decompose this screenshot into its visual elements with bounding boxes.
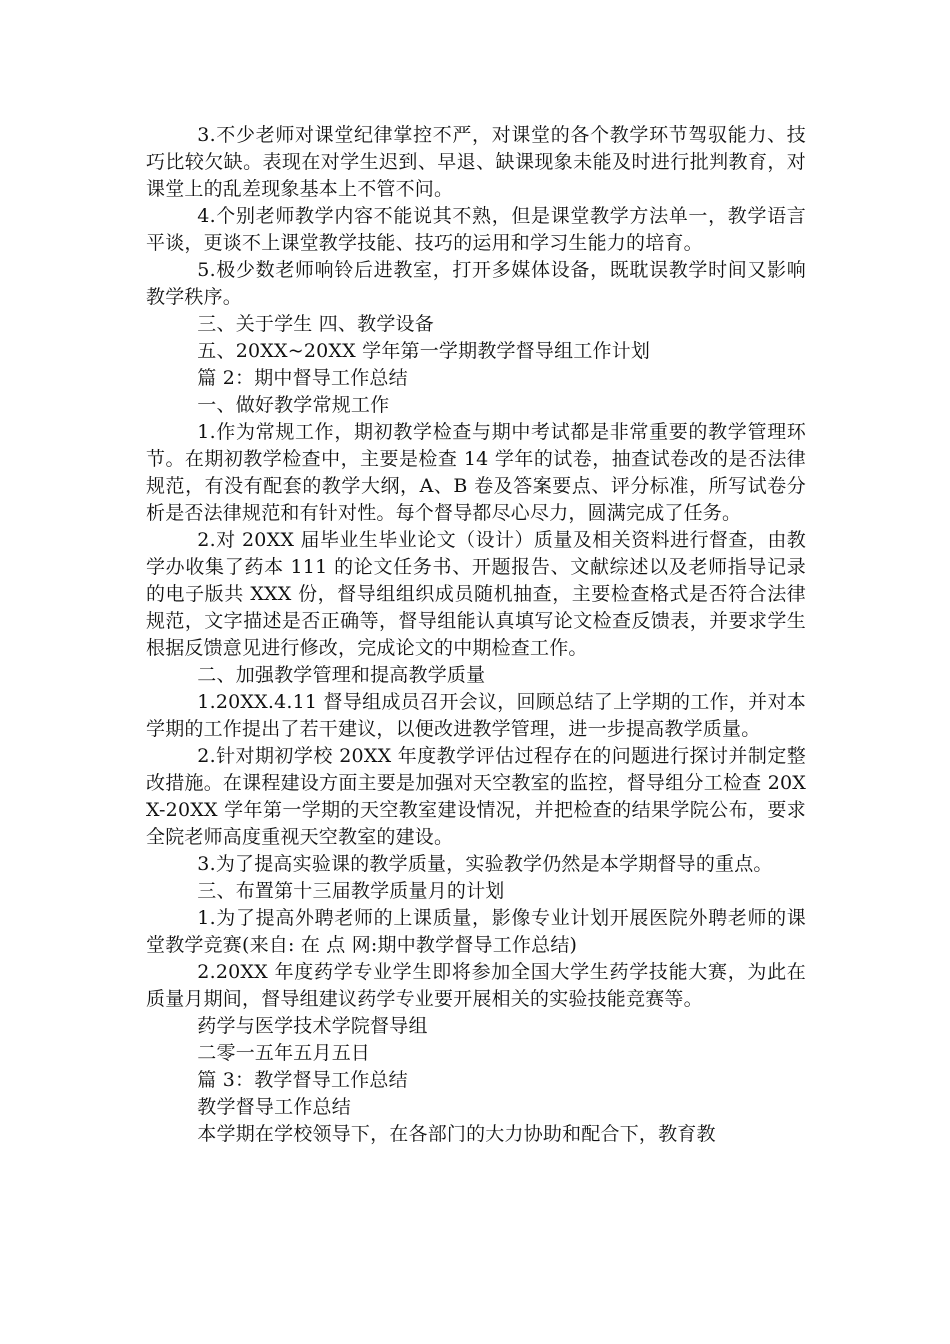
section-heading-work-plan: 五、20XX~20XX 学年第一学期教学督导组工作计划 <box>197 340 651 362</box>
article-heading-part-2: 篇 2：期中督导工作总结 <box>197 367 408 389</box>
article-heading-part-3: 篇 3：教学督导工作总结 <box>197 1069 408 1091</box>
paragraph-routine-work-2: 2.对 20XX 届毕业生毕业论文（设计）质量及相关资料进行督查，由教学办收集了药本 111 的论文任务书、开题报告、文献综述以及老师指导记录的电子版共 XXX 份，督导组组织成员随机抽查，主要检查格式是否符合法律规范，文字描述是否正确等，督导组能认真填写论文检查反馈表，并要求学生根据反馈意见进行修改，完成论文的中期检查工作。 <box>146 529 806 659</box>
paragraph-item-4: 4.个别老师教学内容不能说其不熟，但是课堂教学方法单一，教学语言平谈，更谈不上课堂教学技能、技巧的运用和学习生能力的培育。 <box>146 205 806 254</box>
paragraph-quality-month-1: 1.为了提高外聘老师的上课质量，影像专业计划开展医院外聘老师的课堂教学竞赛(来自: 在 点 网:期中教学督导工作总结) <box>146 907 806 956</box>
paragraph-teaching-management-2: 2.针对期初学校 20XX 年度教学评估过程存在的问题进行探讨并制定整改措施。在课程建设方面主要是加强对天空教室的监控，督导组分工检查 20XX-20XX 学年第一学期的天空教室建设情况，并把检查的结果学院公布，要求全院老师高度重视天空教室的建设。 <box>146 745 806 848</box>
section-heading-quality-month: 三、布置第十三届教学质量月的计划 <box>197 880 505 902</box>
section-heading-students-equipment: 三、关于学生 四、教学设备 <box>197 313 434 335</box>
paragraph-intro: 本学期在学校领导下，在各部门的大力协助和配合下，教育教 <box>197 1123 716 1145</box>
section-heading-teaching-management: 二、加强教学管理和提高教学质量 <box>197 664 486 686</box>
section-heading-routine-work: 一、做好教学常规工作 <box>197 394 390 416</box>
signature-organization: 药学与医学技术学院督导组 <box>197 1015 428 1037</box>
document-page <box>146 122 806 1148</box>
paragraph-item-3: 3.不少老师对课堂纪律掌控不严，对课堂的各个教学环节驾驭能力、技巧比较欠缺。表现在对学生迟到、早退、缺课现象未能及时进行批判教育，对课堂上的乱差现象基本上不管不问。 <box>146 124 806 200</box>
paragraph-teaching-management-1: 1.20XX.4.11 督导组成员召开会议，回顾总结了上学期的工作，并对本学期的工作提出了若干建议，以便改进教学管理，进一步提高教学质量。 <box>146 691 806 740</box>
paragraph-teaching-management-3: 3.为了提高实验课的教学质量，实验教学仍然是本学期督导的重点。 <box>197 853 773 875</box>
paragraph-routine-work-1: 1.作为常规工作，期初教学检查与期中考试都是非常重要的教学管理环节。在期初教学检查中，主要是检查 14 学年的试卷，抽查试卷改的是否法律规范，有没有配套的教学大纲，A、B 卷及答案要点、评分标准，所写试卷分析是否法律规范和有针对性。每个督导都尽心尽力，圆满完成了任务。 <box>146 421 806 524</box>
document-title: 教学督导工作总结 <box>197 1096 351 1118</box>
paragraph-quality-month-2: 2.20XX 年度药学专业学生即将参加全国大学生药学技能大赛，为此在质量月期间，督导组建议药学专业要开展相关的实验技能竞赛等。 <box>146 961 806 1010</box>
paragraph-item-5: 5.极少数老师响铃后进教室，打开多媒体设备，既耽误教学时间又影响教学秩序。 <box>146 259 806 308</box>
signature-date: 二零一五年五月五日 <box>197 1042 371 1064</box>
